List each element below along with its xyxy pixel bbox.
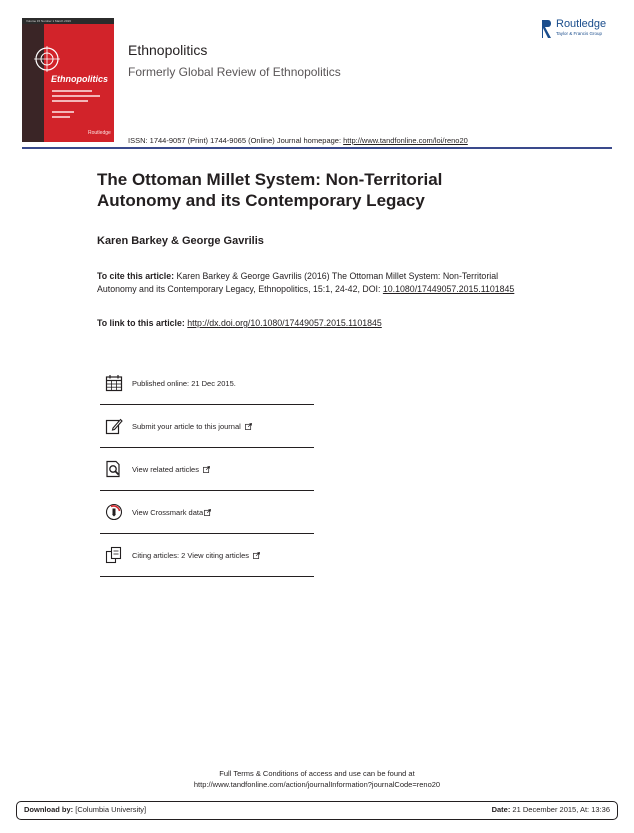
cover-text-line xyxy=(52,116,70,118)
download-date-label: Date: xyxy=(491,805,511,814)
journal-title: Ethnopolitics xyxy=(128,42,208,58)
journal-subtitle: Formerly Global Review of Ethnopolitics xyxy=(128,65,341,79)
calendar-icon xyxy=(105,374,123,392)
crossmark-item[interactable] xyxy=(100,491,314,534)
download-date-value: 21 December 2015, At: 13:36 xyxy=(510,805,610,814)
related-articles-item[interactable] xyxy=(100,448,314,491)
issn-line xyxy=(128,136,468,145)
related-articles-text: View related articles xyxy=(132,465,199,474)
footer-terms-line1: Full Terms & Conditions of access and use can be found at xyxy=(219,769,415,778)
citation-block xyxy=(97,270,517,296)
cover-title: Ethnopolitics xyxy=(51,74,108,84)
cover-dark-band xyxy=(22,24,44,142)
crossmark-text: View Crossmark data xyxy=(132,508,204,517)
citation-text: Karen Barkey & George Gavrilis (2016) The Ottoman Millet System: Non-Territorial Autonomy and its Contemporary Legacy, Ethnopolitics, 15:1, 24-42, DOI: xyxy=(97,271,499,294)
edit-icon xyxy=(105,417,123,435)
citation-doi-link[interactable]: 10.1080/17449057.2015.1101845 xyxy=(382,284,515,294)
routledge-mark-icon xyxy=(540,18,554,40)
crossmark-icon xyxy=(105,503,123,521)
cover-strip-text: Volume 15 Number 1 March 2016 xyxy=(26,19,71,23)
cover-text-line xyxy=(52,111,74,113)
published-online-label: Published online: 21 Dec 2015. xyxy=(132,379,236,388)
action-divider xyxy=(100,576,314,577)
submit-article-label xyxy=(132,422,252,431)
search-document-icon xyxy=(105,460,123,478)
citing-articles-text: Citing articles: 2 View citing articles xyxy=(132,551,249,560)
article-title: The Ottoman Millet System: Non-Territorial Autonomy and its Contemporary Legacy xyxy=(97,170,443,210)
cover-emblem-icon xyxy=(32,44,62,74)
cover-text-line xyxy=(52,100,88,102)
submit-article-text: Submit your article to this journal xyxy=(132,422,241,431)
header-divider xyxy=(22,147,612,149)
article-doi-link[interactable]: http://dx.doi.org/10.1080/17449057.2015.1101845 xyxy=(187,318,382,328)
download-by xyxy=(24,805,146,814)
journal-cover[interactable] xyxy=(22,18,114,142)
citing-icon xyxy=(105,546,123,564)
external-link-icon xyxy=(204,509,211,516)
download-info-bar xyxy=(16,801,618,820)
journal-homepage-link[interactable]: http://www.tandfonline.com/loi/reno20 xyxy=(343,136,468,145)
related-articles-label xyxy=(132,465,210,474)
download-by-label: Download by: xyxy=(24,805,74,814)
cover-text-line xyxy=(52,95,100,97)
download-date xyxy=(492,805,610,814)
issn-text: ISSN: 1744-9057 (Print) 1744-9065 (Online) Journal homepage: xyxy=(128,136,344,145)
external-link-icon xyxy=(203,466,210,473)
citing-articles-label xyxy=(132,551,260,560)
submit-article-item[interactable] xyxy=(100,405,314,448)
citation-label: To cite this article: xyxy=(97,271,175,281)
routledge-logo[interactable] xyxy=(540,18,620,40)
crossmark-label xyxy=(132,508,211,517)
link-label: To link to this article: xyxy=(97,318,188,328)
citing-articles-item[interactable] xyxy=(100,534,314,577)
footer-terms xyxy=(0,768,634,790)
footer-terms-link[interactable]: http://www.tandfonline.com/action/journalInformation?journalCode=reno20 xyxy=(193,780,441,789)
published-online-item xyxy=(100,362,314,405)
article-authors: Karen Barkey & George Gavrilis xyxy=(97,235,264,247)
logo-name: Routledge xyxy=(556,18,607,30)
article-link-block xyxy=(97,318,382,328)
cover-text-line xyxy=(52,90,92,92)
download-by-value: [Columbia University] xyxy=(73,805,147,814)
cover-publisher-mark: Routledge xyxy=(88,130,111,136)
external-link-icon xyxy=(245,423,252,430)
logo-tagline: Taylor & Francis Group xyxy=(556,31,603,36)
external-link-icon xyxy=(253,552,260,559)
